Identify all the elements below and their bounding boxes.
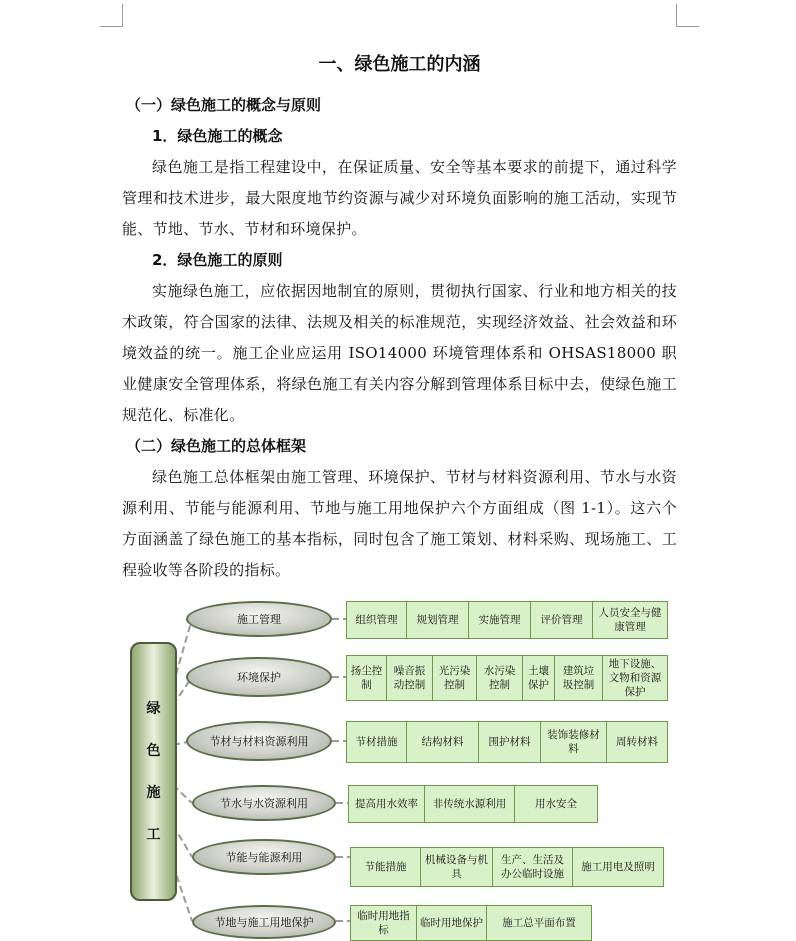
root-char: 工 bbox=[146, 826, 161, 843]
branch-items-row bbox=[346, 655, 668, 701]
branch-environment-protection: 环境保护 bbox=[186, 657, 332, 697]
item-box: 机械设备与机具 bbox=[421, 848, 493, 886]
branch-land-saving: 节地与施工用地保护 bbox=[192, 905, 336, 939]
branch-items-row bbox=[350, 847, 664, 887]
document-body bbox=[122, 44, 677, 586]
item-box: 结构材料 bbox=[407, 722, 479, 762]
item-box: 噪音振动控制 bbox=[387, 656, 433, 700]
section-heading-1: （一）绿色施工的概念与原则 bbox=[126, 96, 322, 114]
item-box: 水污染控制 bbox=[477, 656, 523, 700]
root-char: 施 bbox=[146, 784, 161, 801]
item-box: 扬尘控制 bbox=[347, 656, 387, 700]
item-box: 临时用地指标 bbox=[351, 906, 417, 940]
item-box: 节材措施 bbox=[347, 722, 407, 762]
framework-diagram bbox=[0, 595, 796, 939]
item-box: 施工用电及照明 bbox=[581, 861, 655, 873]
branch-items-row bbox=[350, 905, 592, 941]
root-char: 绿 bbox=[146, 700, 161, 717]
paragraph-framework: 绿色施工总体框架由施工管理、环境保护、节材与材料资源利用、节水与水资源利用、节能与能源利用、节地与施工用地保护六个方面组成（图 1-1）。这六个方面涵盖了绿色施工的基本指标，同时包含了施工策划、材料采购、现场施工、工程验收等各阶段的指标。 bbox=[122, 468, 677, 579]
item-box: 非传统水源利用 bbox=[425, 786, 515, 822]
root-char: 色 bbox=[146, 742, 161, 759]
paragraph-concept: 绿色施工是指工程建设中，在保证质量、安全等基本要求的前提下，通过科学管理和技术进步，最大限度地节约资源与减少对环境负面影响的施工活动，实现节能、节地、节水、节材和环境保护。 bbox=[122, 158, 677, 238]
branch-items-row bbox=[346, 721, 668, 763]
branch-items-row bbox=[346, 601, 668, 639]
item-box: 提高用水效率 bbox=[349, 786, 425, 822]
subsection-heading-principle: 2．绿色施工的原则 bbox=[152, 251, 283, 269]
item-box: 装饰装修材料 bbox=[541, 722, 607, 762]
item-box: 节能措施 bbox=[351, 848, 421, 886]
item-box: 规划管理 bbox=[407, 602, 469, 638]
item-box: 施工总平面布置 bbox=[502, 917, 576, 929]
section-heading-2: （二）绿色施工的总体框架 bbox=[126, 437, 307, 455]
subsection-heading-concept: 1．绿色施工的概念 bbox=[152, 127, 283, 145]
page-corner-mark-left bbox=[100, 4, 123, 27]
item-box: 实施管理 bbox=[469, 602, 531, 638]
branch-construction-management: 施工管理 bbox=[186, 601, 332, 637]
branch-material-saving: 节材与材料资源利用 bbox=[186, 721, 332, 761]
item-box: 用水安全 bbox=[535, 798, 577, 810]
document-title: 一、绿色施工的内涵 bbox=[318, 54, 481, 75]
item-box: 评价管理 bbox=[531, 602, 593, 638]
item-box: 组织管理 bbox=[347, 602, 407, 638]
item-box: 围护材料 bbox=[479, 722, 541, 762]
branch-water-saving: 节水与水资源利用 bbox=[192, 785, 336, 821]
item-box: 生产、生活及办公临时设施 bbox=[493, 848, 573, 886]
green-construction-root bbox=[130, 642, 177, 901]
item-box: 周转材料 bbox=[616, 736, 658, 748]
paragraph-principle: 实施绿色施工，应依据因地制宜的原则，贯彻执行国家、行业和地方相关的技术政策，符合国家的法律、法规及相关的标准规范，实现经济效益、社会效益和环境效益的统一。施工企业应运用 ISO14000 环境管理体系和 OHSAS18000 职业健康安全管理体系，将绿色施工有关内容分解到管理体系目标中去，使绿色施工规范化、标准化。 bbox=[122, 282, 677, 424]
branch-energy-saving: 节能与能源利用 bbox=[192, 839, 336, 875]
item-box: 建筑垃圾控制 bbox=[555, 656, 603, 700]
branch-items-row bbox=[348, 785, 598, 823]
diagram-connectors bbox=[0, 595, 796, 939]
item-box: 人员安全与健康管理 bbox=[598, 607, 662, 633]
item-box: 临时用地保护 bbox=[417, 906, 487, 940]
item-box: 地下设施、文物和资源保护 bbox=[608, 658, 662, 698]
page-corner-mark-right bbox=[676, 4, 699, 27]
item-box: 土壤保护 bbox=[523, 656, 555, 700]
item-box: 光污染控制 bbox=[433, 656, 477, 700]
